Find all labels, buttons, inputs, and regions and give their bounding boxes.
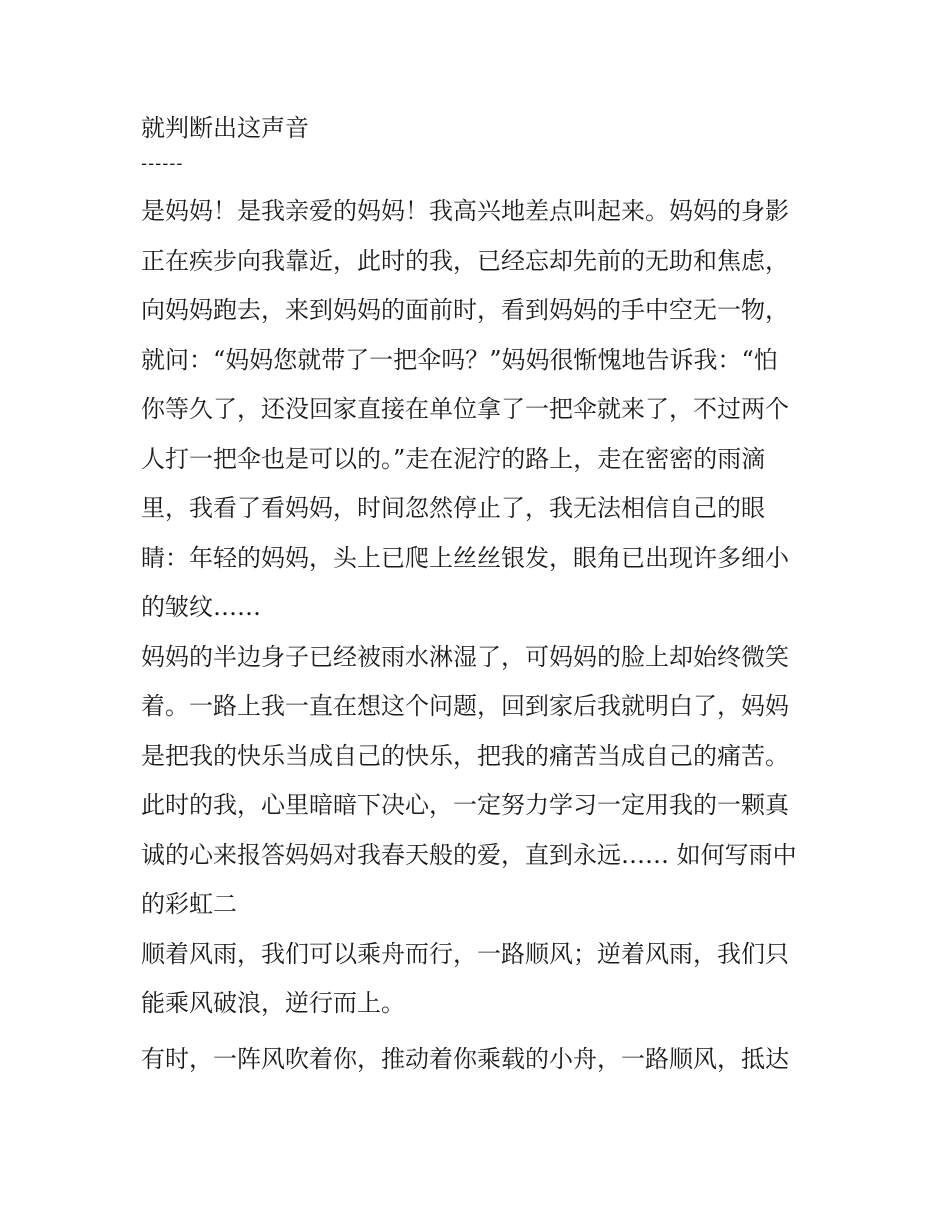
text-line: 的彩虹二 (141, 890, 237, 918)
text-line: 向妈妈跑去，来到妈妈的面前时，看到妈妈的手中空无一物， (141, 296, 789, 324)
text-line: 人打一把伞也是可以的。”走在泥泞的路上，走在密密的雨滴 (141, 444, 766, 473)
text-line: 有时，一阵风吹着你，推动着你乘载的小舟，一路顺风，抵达 (141, 1044, 789, 1073)
text-line: 就问：“妈妈您就带了一把伞吗？”妈妈很惭愧地告诉我：“怕 (141, 345, 778, 374)
text-line: 能乘风破浪，逆行而上。 (141, 989, 405, 1017)
text-line: 正在疾步向我靠近，此时的我，已经忘却先前的无助和焦虑， (141, 246, 789, 275)
text-line: 你等久了，还没回家直接在单位拿了一把伞就来了，不过两个 (141, 395, 789, 423)
section-heading: 就判断出这声音 (141, 114, 309, 142)
text-line: 妈妈的半边身子已经被雨水淋湿了，可妈妈的脸上却始终微笑 (141, 642, 789, 671)
paragraph-1 (141, 187, 831, 633)
paragraph-2 (141, 633, 831, 930)
text-line: 是妈妈！是我亲爱的妈妈！我高兴地差点叫起来。妈妈的身影 (141, 197, 789, 225)
text-line: 着。一路上我一直在想这个问题，回到家后我就明白了，妈妈 (141, 692, 789, 720)
paragraph-4 (141, 1035, 831, 1085)
text-line: 是把我的快乐当成自己的快乐，把我的痛苦当成自己的痛苦。 (141, 741, 789, 770)
text-line: 顺着风雨，我们可以乘舟而行，一路顺风；逆着风雨，我们只 (141, 939, 789, 968)
text-line: 此时的我，心里暗暗下决心，一定努力学习一定用我的一颗真 (141, 791, 789, 819)
text-line: 诚的心来报答妈妈对我春天般的爱，直到永远…… 如何写雨中 (141, 840, 797, 869)
document-body (141, 110, 831, 1084)
text-line: 睛：年轻的妈妈，头上已爬上丝丝银发，眼角已出现许多细小 (141, 543, 789, 572)
separator-line: ------ (141, 153, 184, 174)
text-line: 里，我看了看妈妈，时间忽然停止了，我无法相信自己的眼 (141, 494, 765, 522)
paragraph-3 (141, 930, 831, 1029)
text-line: 的皱纹…… (141, 593, 261, 621)
